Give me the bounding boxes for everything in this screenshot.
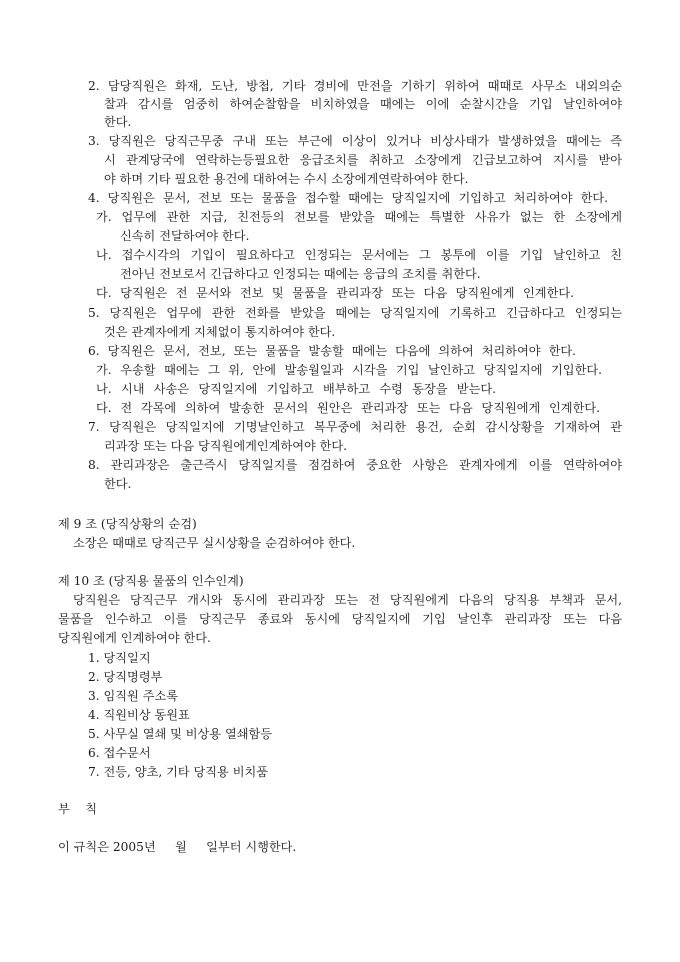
supplementary-body: 이 규칙은 2005년 월 일부터 시행한다. xyxy=(58,840,297,854)
item-6-na: 나. 시내 사송은 당직일지에 기입하고 배부하고 수령 동장을 받는다. xyxy=(96,382,496,396)
article-9-heading: 제 9 조 (당직상황의 순검) xyxy=(58,517,197,531)
list-item: 6. 접수문서 xyxy=(88,746,151,760)
item-7-line-2: 리과장 또는 다음 당직원에게인계하여야 한다. xyxy=(104,439,348,453)
article-10-body-line-3: 당직원에게 인계하여야 한다. xyxy=(58,631,211,645)
list-item: 7. 전등, 양초, 기타 당직용 비치품 xyxy=(88,765,269,779)
item-5-line-2: 것은 관계자에게 지체없이 통지하여야 한다. xyxy=(104,325,336,339)
item-2-line-2: 찰과 감시를 엄중히 하여순찰함을 비치하였을 때에는 이에 순찰시간을 기입 날인하여야 xyxy=(104,97,622,111)
item-3-line-3: 야 하며 기타 필요한 용건에 대하여는 수시 소장에게연락하여야 한다. xyxy=(104,172,469,186)
article-10-body-line-2: 물품을 인수하고 이를 당직근무 종료와 동시에 당직일지에 기입 날인후 관리과장 또는 다음 xyxy=(58,612,622,626)
item-2-line-3: 한다. xyxy=(104,115,132,129)
item-4-na-line-1: 나. 접수시각의 기입이 필요하다고 인정되는 문서에는 그 봉투에 이를 기입 날인하고 친 xyxy=(96,248,622,262)
list-item: 3. 임직원 주소록 xyxy=(88,689,179,703)
item-6-ga: 가. 우송할 때에는 그 위, 안에 발송월일과 시각을 기입 날인하고 당직일지에 기입한다. xyxy=(96,363,602,377)
article-10-heading: 제 10 조 (당직용 물품의 인수인계) xyxy=(58,574,244,588)
article-9-body: 소장은 때때로 당직근무 실시상황을 순검하여야 한다. xyxy=(73,536,356,550)
item-4-ga-line-2: 신속히 전달하여야 한다. xyxy=(120,229,250,243)
item-3-line-2: 시 관계당국에 연락하는등필요한 응급조치를 취하고 소장에게 긴급보고하여 지시를 받아 xyxy=(104,153,622,167)
list-item: 2. 당직명령부 xyxy=(88,670,163,684)
article-10-body-line-1: 당직원은 당직근무 개시와 동시에 관리과장 또는 전 당직원에게 다음의 당직용 부책과 문서, xyxy=(73,593,622,607)
item-5-line-1: 5. 당직원은 업무에 관한 전화를 받았을 때에는 당직일지에 기록하고 긴급하다고 인정되는 xyxy=(88,306,622,320)
item-8-line-2: 한다. xyxy=(104,477,132,491)
list-item: 5. 사무실 열쇄 및 비상용 열쇄함등 xyxy=(88,727,273,741)
item-4-na-line-2: 전아닌 전보로서 긴급하다고 인정되는 때에는 응급의 조치를 취한다. xyxy=(120,267,481,281)
item-4-line-1: 4. 당직원은 문서, 전보 또는 물품을 접수할 때에는 당직일지에 기입하고 처리하여야 한다. xyxy=(88,191,608,205)
item-6-da: 다. 전 각목에 의하여 발송한 문서의 원안은 관리과장 또는 다음 당직원에게 인계한다. xyxy=(96,401,600,415)
item-4-da-line-1: 다. 당직원은 전 문서와 전보 및 물품을 관리과장 또는 다음 당직원에게 인계한다. xyxy=(96,286,574,300)
supplementary-heading: 부 칙 xyxy=(58,802,98,816)
item-7-line-1: 7. 당직원은 당직일지에 기명날인하고 복무중에 처리한 용건, 순회 감시상황을 기재하여 관 xyxy=(88,420,622,434)
list-item: 4. 직원비상 동원표 xyxy=(88,708,190,722)
item-6-line-1: 6. 당직원은 문서, 전보, 또는 물품을 발송할 때에는 다음에 의하여 처리하여야 한다. xyxy=(88,344,576,358)
item-2-line-1: 2. 담당직원은 화재, 도난, 방첩, 기타 경비에 만전을 기하기 위하여 때때로 사무소 내외의순 xyxy=(88,79,622,93)
item-8-line-1: 8. 관리과장은 출근즉시 당직일지를 점검하여 중요한 사항은 관계자에게 이를 연락하여야 xyxy=(88,458,622,472)
item-4-ga-line-1: 가. 업무에 관한 지급, 친전등의 전보를 받았을 때에는 특별한 사유가 없는 한 소장에게 xyxy=(96,210,622,224)
list-item: 1. 당직일지 xyxy=(88,651,151,665)
item-3-line-1: 3. 당직원은 당직근무중 구내 또는 부근에 이상이 있거나 비상사태가 발생하였을 때에는 즉 xyxy=(88,134,622,148)
